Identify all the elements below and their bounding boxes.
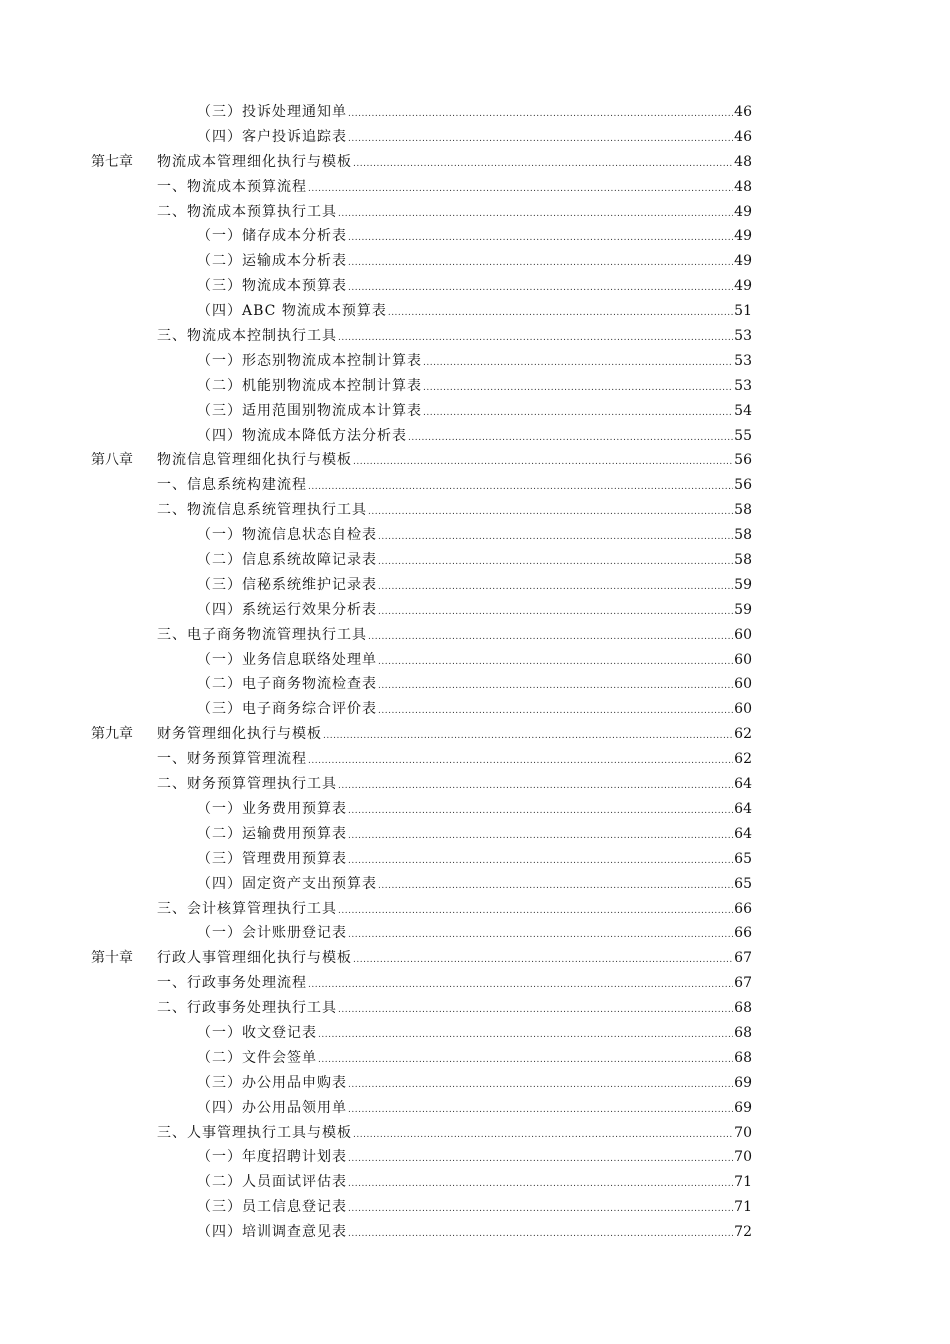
toc-section-row[interactable]: [0, 623, 950, 648]
toc-subsection-row[interactable]: [0, 648, 950, 673]
toc-section-row[interactable]: [0, 772, 950, 797]
toc-entry-title: 一、行政事务处理流程: [157, 975, 307, 992]
toc-page-number: 60: [734, 626, 752, 643]
toc-section-row[interactable]: [0, 498, 950, 523]
toc-dot-leader: [368, 500, 733, 525]
toc-entry-line[interactable]: [157, 175, 752, 200]
toc-dot-leader: [338, 774, 733, 799]
toc-page-number: 60: [734, 651, 752, 668]
toc-entry-line[interactable]: [197, 1195, 752, 1220]
toc-entry-title: （三）适用范围别物流成本计算表: [197, 402, 422, 419]
toc-subsection-row[interactable]: [0, 224, 950, 249]
toc-page-number: 72: [734, 1224, 752, 1241]
toc-page-number: 66: [734, 900, 752, 917]
toc-entry-title: 三、电子商务物流管理执行工具: [157, 626, 367, 643]
toc-page-number: 68: [734, 1049, 752, 1066]
toc-dot-leader: [348, 127, 733, 152]
toc-subsection-row[interactable]: [0, 1046, 950, 1071]
toc-entry-title: 财务管理细化执行与模板: [157, 726, 322, 743]
toc-page-number: 53: [734, 328, 752, 345]
toc-dot-leader: [348, 849, 733, 874]
toc-dot-leader: [338, 326, 733, 351]
toc-entry-title: （三）办公用品申购表: [197, 1074, 347, 1091]
toc-dot-leader: [348, 1147, 733, 1172]
toc-dot-leader: [323, 724, 733, 749]
toc-entry-line[interactable]: [197, 822, 752, 847]
toc-section-row[interactable]: [0, 200, 950, 225]
toc-entry-line[interactable]: [197, 847, 752, 872]
toc-page-number: 64: [734, 776, 752, 793]
toc-subsection-row[interactable]: [0, 100, 950, 125]
toc-dot-leader: [408, 426, 733, 451]
toc-entry-line[interactable]: [91, 946, 752, 971]
toc-dot-leader: [318, 1048, 733, 1073]
toc-subsection-row[interactable]: [0, 349, 950, 374]
toc-subsection-row[interactable]: [0, 1170, 950, 1195]
toc-page-number: 68: [734, 1000, 752, 1017]
toc-page-number: 49: [734, 228, 752, 245]
toc-entry-title: 一、财务预算管理流程: [157, 751, 307, 768]
toc-dot-leader: [348, 923, 733, 948]
toc-subsection-row[interactable]: [0, 598, 950, 623]
toc-entry-title: （二）运输成本分析表: [197, 253, 347, 270]
toc-entry-line[interactable]: [197, 374, 752, 399]
toc-entry-title: （三）信秘系统维护记录表: [197, 576, 377, 593]
toc-dot-leader: [348, 1098, 733, 1123]
toc-section-row[interactable]: [0, 971, 950, 996]
toc-entry-title: 二、物流成本预算执行工具: [157, 203, 337, 220]
toc-page-number: 65: [734, 875, 752, 892]
toc-entry-title: 一、信息系统构建流程: [157, 477, 307, 494]
toc-entry-line[interactable]: [157, 200, 752, 225]
toc-entry-title: 三、物流成本控制执行工具: [157, 328, 337, 345]
toc-entry-line[interactable]: [91, 722, 752, 747]
toc-subsection-row[interactable]: [0, 274, 950, 299]
toc-chapter-number: 第八章: [91, 452, 133, 469]
toc-page-number: 60: [734, 676, 752, 693]
toc-page-number: 64: [734, 825, 752, 842]
toc-section-row[interactable]: [0, 897, 950, 922]
toc-entry-title: （三）员工信息登记表: [197, 1199, 347, 1216]
toc-entry-line[interactable]: [197, 424, 752, 449]
toc-subsection-row[interactable]: [0, 1145, 950, 1170]
toc-entry-line[interactable]: [197, 274, 752, 299]
toc-entry-line[interactable]: [197, 573, 752, 598]
toc-entry-title: （二）文件会签单: [197, 1049, 317, 1066]
toc-page-number: 48: [734, 178, 752, 195]
toc-subsection-row[interactable]: [0, 374, 950, 399]
toc-entry-title: （四）培训调查意见表: [197, 1224, 347, 1241]
toc-dot-leader: [308, 177, 733, 202]
toc-page-number: 69: [734, 1099, 752, 1116]
toc-entry-line[interactable]: [157, 623, 752, 648]
toc-entry-title: （一）物流信息状态自检表: [197, 527, 377, 544]
toc-dot-leader: [348, 1197, 733, 1222]
toc-dot-leader: [348, 824, 733, 849]
toc-entry-title: （一）储存成本分析表: [197, 228, 347, 245]
toc-dot-leader: [378, 575, 733, 600]
toc-dot-leader: [348, 276, 733, 301]
toc-page-number: 71: [734, 1199, 752, 1216]
toc-dot-leader: [378, 874, 733, 899]
toc-entry-title: （四）物流成本降低方法分析表: [197, 427, 407, 444]
toc-entry-line[interactable]: [157, 473, 752, 498]
toc-dot-leader: [378, 600, 733, 625]
toc-entry-line[interactable]: [197, 399, 752, 424]
toc-subsection-row[interactable]: [0, 424, 950, 449]
toc-entry-title: （四）客户投诉追踪表: [197, 128, 347, 145]
toc-entry-title: （三）物流成本预算表: [197, 278, 347, 295]
toc-section-row[interactable]: [0, 175, 950, 200]
toc-subsection-row[interactable]: [0, 249, 950, 274]
toc-page-number: 67: [734, 950, 752, 967]
toc-entry-title: （一）收文登记表: [197, 1024, 317, 1041]
toc-chapter-row[interactable]: [0, 946, 950, 971]
toc-entry-line[interactable]: [197, 1096, 752, 1121]
toc-dot-leader: [353, 1123, 733, 1148]
toc-entry-line[interactable]: [157, 498, 752, 523]
toc-entry-title: 三、人事管理执行工具与模板: [157, 1124, 352, 1141]
toc-page-number: 70: [734, 1149, 752, 1166]
toc-entry-title: （二）运输费用预算表: [197, 825, 347, 842]
toc-section-row[interactable]: [0, 473, 950, 498]
toc-chapter-row[interactable]: [0, 448, 950, 473]
toc-entry-title: （一）年度招聘计划表: [197, 1149, 347, 1166]
toc-dot-leader: [308, 973, 733, 998]
toc-entry-title: 三、会计核算管理执行工具: [157, 900, 337, 917]
toc-page-number: 62: [734, 751, 752, 768]
toc-dot-leader: [353, 450, 733, 475]
toc-subsection-row[interactable]: [0, 797, 950, 822]
toc-subsection-row[interactable]: [0, 548, 950, 573]
toc-entry-line[interactable]: [197, 249, 752, 274]
toc-entry-title: 行政人事管理细化执行与模板: [157, 950, 352, 967]
toc-page-number: 53: [734, 377, 752, 394]
toc-page-number: 62: [734, 726, 752, 743]
toc-entry-line[interactable]: [157, 747, 752, 772]
toc-page-number: 48: [734, 153, 752, 170]
toc-entry-line[interactable]: [197, 1021, 752, 1046]
toc-page-number: 51: [734, 303, 752, 320]
toc-page-number: 46: [734, 128, 752, 145]
toc-entry-title: （一）形态别物流成本控制计算表: [197, 352, 422, 369]
toc-page-number: 58: [734, 552, 752, 569]
toc-dot-leader: [378, 650, 733, 675]
toc-section-row[interactable]: [0, 324, 950, 349]
toc-page-number: 56: [734, 477, 752, 494]
toc-subsection-row[interactable]: [0, 847, 950, 872]
toc-subsection-row[interactable]: [0, 921, 950, 946]
table-of-contents: [0, 100, 950, 1245]
toc-page-number: 53: [734, 352, 752, 369]
toc-entry-line[interactable]: [157, 772, 752, 797]
toc-dot-leader: [348, 1172, 733, 1197]
toc-subsection-row[interactable]: [0, 1021, 950, 1046]
toc-page-number: 56: [734, 452, 752, 469]
toc-entry-title: （一）会计账册登记表: [197, 925, 347, 942]
toc-chapter-number: 第七章: [91, 153, 133, 170]
toc-entry-title: （四）系统运行效果分析表: [197, 601, 377, 618]
toc-entry-title: 物流成本管理细化执行与模板: [157, 153, 352, 170]
toc-dot-leader: [378, 550, 733, 575]
toc-page-number: 55: [734, 427, 752, 444]
toc-subsection-row[interactable]: [0, 1071, 950, 1096]
toc-dot-leader: [348, 226, 733, 251]
toc-entry-line[interactable]: [197, 672, 752, 697]
toc-chapter-number: 第九章: [91, 726, 133, 743]
toc-entry-line[interactable]: [197, 697, 752, 722]
toc-entry-title: 二、物流信息系统管理执行工具: [157, 502, 367, 519]
toc-entry-title: （三）管理费用预算表: [197, 850, 347, 867]
toc-section-row[interactable]: [0, 1121, 950, 1146]
toc-dot-leader: [348, 251, 733, 276]
toc-section-row[interactable]: [0, 747, 950, 772]
toc-subsection-row[interactable]: [0, 1096, 950, 1121]
toc-entry-line[interactable]: [197, 224, 752, 249]
toc-entry-title: （二）电子商务物流检查表: [197, 676, 377, 693]
toc-subsection-row[interactable]: [0, 399, 950, 424]
toc-dot-leader: [423, 351, 733, 376]
toc-subsection-row[interactable]: [0, 697, 950, 722]
toc-entry-line[interactable]: [197, 125, 752, 150]
toc-entry-title: 二、财务预算管理执行工具: [157, 776, 337, 793]
toc-dot-leader: [318, 1023, 733, 1048]
toc-entry-title: （二）人员面试评估表: [197, 1174, 347, 1191]
toc-dot-leader: [378, 699, 733, 724]
toc-entry-line[interactable]: [197, 1071, 752, 1096]
toc-page-number: 71: [734, 1174, 752, 1191]
toc-dot-leader: [348, 1073, 733, 1098]
toc-subsection-row[interactable]: [0, 672, 950, 697]
toc-entry-title: （二）信息系统故障记录表: [197, 552, 377, 569]
toc-entry-title: 一、物流成本预算流程: [157, 178, 307, 195]
toc-dot-leader: [388, 301, 733, 326]
toc-entry-line[interactable]: [157, 1121, 752, 1146]
toc-page-number: 60: [734, 701, 752, 718]
toc-subsection-row[interactable]: [0, 1195, 950, 1220]
toc-page-number: 46: [734, 104, 752, 120]
toc-entry-line[interactable]: [91, 150, 752, 175]
toc-entry-line[interactable]: [197, 523, 752, 548]
toc-page-number: 49: [734, 278, 752, 295]
toc-page-number: 59: [734, 601, 752, 618]
toc-entry-line[interactable]: [197, 1145, 752, 1170]
toc-dot-leader: [378, 525, 733, 550]
toc-dot-leader: [353, 152, 733, 177]
toc-page-number: 68: [734, 1024, 752, 1041]
toc-page-number: 65: [734, 850, 752, 867]
toc-subsection-row[interactable]: [0, 822, 950, 847]
toc-entry-line[interactable]: [197, 299, 752, 324]
toc-page-number: 67: [734, 975, 752, 992]
toc-dot-leader: [308, 749, 733, 774]
toc-dot-leader: [423, 401, 733, 426]
toc-entry-line[interactable]: [157, 897, 752, 922]
toc-entry-title: 物流信息管理细化执行与模板: [157, 452, 352, 469]
toc-page-number: 69: [734, 1074, 752, 1091]
toc-entry-line[interactable]: [197, 100, 752, 125]
toc-entry-line[interactable]: [197, 598, 752, 623]
toc-dot-leader: [348, 799, 733, 824]
toc-page-number: 54: [734, 402, 752, 419]
toc-dot-leader: [423, 376, 733, 401]
toc-subsection-row[interactable]: [0, 573, 950, 598]
toc-page-number: 49: [734, 253, 752, 270]
toc-subsection-row[interactable]: [0, 299, 950, 324]
toc-dot-leader: [353, 948, 733, 973]
toc-page-number: 58: [734, 527, 752, 544]
toc-page-number: 58: [734, 502, 752, 519]
toc-entry-line[interactable]: [157, 971, 752, 996]
toc-page-number: 59: [734, 576, 752, 593]
toc-entry-line[interactable]: [197, 349, 752, 374]
toc-entry-title: （一）业务费用预算表: [197, 800, 347, 817]
toc-subsection-row[interactable]: [0, 125, 950, 150]
toc-chapter-number: 第十章: [91, 950, 133, 967]
toc-entry-line[interactable]: [91, 448, 752, 473]
toc-subsection-row[interactable]: [0, 523, 950, 548]
toc-entry-line[interactable]: [197, 1170, 752, 1195]
toc-entry-line[interactable]: [197, 648, 752, 673]
toc-subsection-row[interactable]: [0, 872, 950, 897]
toc-dot-leader: [368, 625, 733, 650]
toc-dot-leader: [338, 899, 733, 924]
toc-entry-line[interactable]: [157, 324, 752, 349]
toc-dot-leader: [338, 202, 733, 227]
toc-entry-title: （三）电子商务综合评价表: [197, 701, 377, 718]
toc-dot-leader: [348, 102, 733, 127]
toc-entry-title: （四）ABC 物流成本预算表: [197, 303, 387, 320]
toc-dot-leader: [348, 1222, 733, 1247]
toc-entry-title: 二、行政事务处理执行工具: [157, 1000, 337, 1017]
toc-chapter-row[interactable]: [0, 722, 950, 747]
toc-chapter-row[interactable]: [0, 150, 950, 175]
toc-entry-title: （三）投诉处理通知单: [197, 104, 347, 120]
toc-subsection-row[interactable]: [0, 1220, 950, 1245]
toc-entry-title: （四）固定资产支出预算表: [197, 875, 377, 892]
toc-dot-leader: [338, 998, 733, 1023]
toc-entry-line[interactable]: [157, 996, 752, 1021]
toc-entry-line[interactable]: [197, 921, 752, 946]
toc-page-number: 70: [734, 1124, 752, 1141]
toc-page-number: 66: [734, 925, 752, 942]
toc-dot-leader: [378, 674, 733, 699]
toc-entry-title: （一）业务信息联络处理单: [197, 651, 377, 668]
toc-entry-line[interactable]: [197, 872, 752, 897]
toc-entry-line[interactable]: [197, 548, 752, 573]
toc-entry-title: （四）办公用品领用单: [197, 1099, 347, 1116]
toc-entry-line[interactable]: [197, 1220, 752, 1245]
toc-page-number: 64: [734, 800, 752, 817]
toc-entry-line[interactable]: [197, 797, 752, 822]
toc-section-row[interactable]: [0, 996, 950, 1021]
toc-page-number: 49: [734, 203, 752, 220]
toc-entry-line[interactable]: [197, 1046, 752, 1071]
toc-entry-title: （二）机能别物流成本控制计算表: [197, 377, 422, 394]
toc-dot-leader: [308, 475, 733, 500]
